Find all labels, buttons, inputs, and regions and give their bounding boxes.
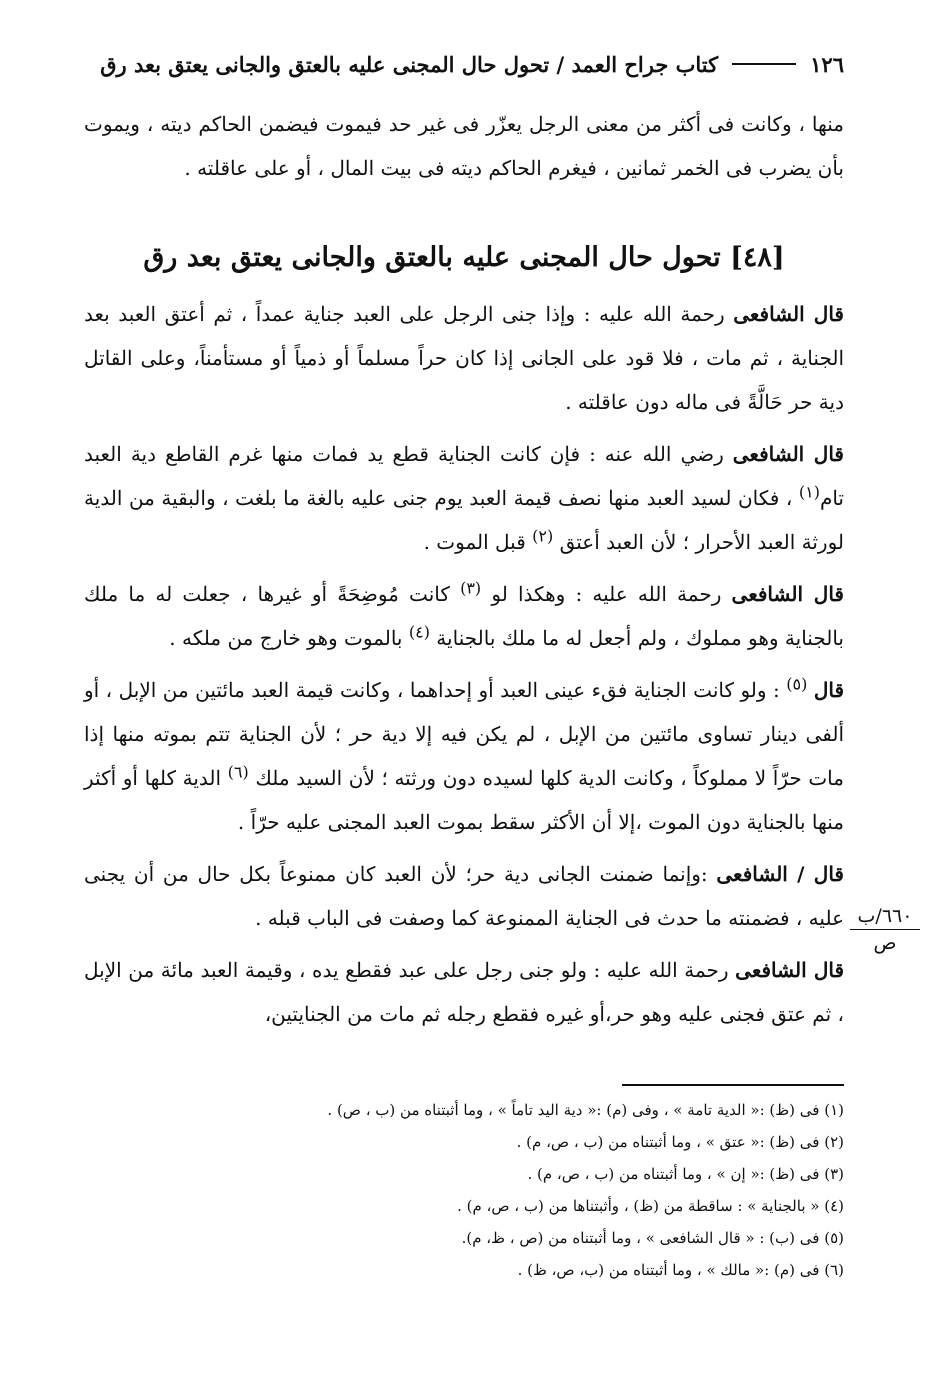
footnote-marker-1: (١) xyxy=(798,482,820,502)
manuscript-siglum: ص xyxy=(873,932,897,954)
paragraph-4 xyxy=(84,668,844,844)
section-heading: [٤٨] تحول حال المجنى عليه بالعتق والجانى يعتق بعد رق xyxy=(143,242,785,273)
footnote-marker-6: (٦) xyxy=(227,762,249,782)
folio-reference: ٦٦٠/ب xyxy=(850,905,920,930)
main-text xyxy=(84,292,844,1044)
paragraph-6 xyxy=(84,948,844,1036)
speaker-label: قال xyxy=(813,678,845,702)
footnote-marker-5: (٥) xyxy=(786,674,808,694)
paragraph-5 xyxy=(84,852,844,940)
paragraph-text: بالموت وهو خارج من ملكه . xyxy=(169,626,409,650)
running-header xyxy=(84,44,844,84)
intro-paragraph: منها ، وكانت فى أكثر من معنى الرجل يعزّر فى غير حد فيموت فيضمن الحاكم ديته ، ويموت بأن يضرب فى الخمر ثمانين ، فيغرم الحاكم ديته فى بيت المال ، أو على عاقلته . xyxy=(84,112,844,180)
paragraph-text: رحمة الله عليه : وهكذا لو xyxy=(481,582,732,606)
speaker-label: قال الشافعى xyxy=(731,582,844,606)
margin-folio-note xyxy=(850,905,920,954)
paragraph-text: :وإنما ضمنت الجانى دية حر؛ لأن العبد كان ممنوعاً بكل حال من أن يجنى عليه ، فضمنته ما حدث فى الجناية الممنوعة كما وصفت فى الباب قبله . xyxy=(84,862,844,930)
speaker-label: قال الشافعى xyxy=(733,302,844,326)
footnotes xyxy=(84,1094,844,1286)
page-number: ١٢٦ xyxy=(810,51,844,77)
footnote-5: (٥) فى (ب) : « قال الشافعى » ، وما أثبتناه من (ص ، ظ، م). xyxy=(461,1229,844,1247)
paragraph-text: : ولو كانت الجناية فقء عينى العبد أو إحداهما ، وكانت قيمة العبد مائتين من الإبل ، أو ألفى دينار تساوى مائتين من الإبل ، لم يكن فيه إلا دية حر ؛ لأن الجناية تتم بموته منها إذا مات حرّاً لا مملوكاً ، وكانت الدية كلها لسيده دون ورثته ؛ لأن السيد ملك xyxy=(84,678,844,790)
footnote-marker-2: (٢) xyxy=(532,526,554,546)
paragraph-text: ، فكان لسيد العبد منها نصف قيمة العبد يوم جنى عليه بالغة ما بلغت ، والبقية من الدية لورثة العبد الأحرار ؛ لأن العبد أعتق xyxy=(84,486,844,554)
footnote-4: (٤) « بالجناية » : ساقطة من (ظ) ، وأثبتناها من (ب ، ص، م) . xyxy=(457,1197,844,1215)
paragraph-text: قبل الموت . xyxy=(423,530,533,554)
footnote-1: (١) فى (ظ) :« الدية تامة » ، وفى (م) :« دية اليد تاماً » ، وما أثبتناه من (ب ، ص) . xyxy=(327,1101,844,1119)
running-title: كتاب جراح العمد / تحول حال المجنى عليه بالعتق والجانى يعتق بعد رق xyxy=(100,51,719,77)
paragraph-text: رحمة الله عليه : وإذا جنى الرجل على العبد جناية عمداً ، ثم أعتق العبد بعد الجناية ، ثم مات ، فلا قود على الجانى إذا كان حراً مسلماً أو ذمياً أو مستأمناً، وعلى القاتل دية حر حَالَّةً فى ماله دون عاقلته . xyxy=(84,302,844,414)
footnote-separator xyxy=(622,1084,844,1086)
footnote-2: (٢) فى (ظ) :« عتق » ، وما أثبتناه من (ب ، ص، م) . xyxy=(516,1133,844,1151)
paragraph-1 xyxy=(84,292,844,424)
speaker-label: قال الشافعى xyxy=(732,442,844,466)
footnote-6: (٦) فى (م) :« مالك » ، وما أثبتناه من (ب، ص، ظ) . xyxy=(517,1261,844,1279)
paragraph-3 xyxy=(84,572,844,660)
speaker-label: قال الشافعى xyxy=(735,958,844,982)
header-dash xyxy=(732,63,796,65)
speaker-label: قال / الشافعى xyxy=(716,862,844,886)
paragraph-text: الدية كلها أو أكثر منها بالجناية دون الموت ،إلا أن الأكثر سقط بموت العبد المجنى عليه حرّاً . xyxy=(84,766,844,834)
paragraph-text: كانت مُوضِحَةً أو غيرها ، جعلت له ما ملك بالجناية وهو مملوك ، ولم أجعل له ما ملك بالجناية xyxy=(84,582,844,650)
paragraph-2 xyxy=(84,432,844,564)
paragraph-text: رحمة الله عليه : ولو جنى رجل على عبد فقطع يده ، وقيمة العبد مائة من الإبل ، ثم عتق فجنى عليه وهو حر،أو غيره فقطع رجله ثم مات من الجنايتين، xyxy=(84,958,844,1026)
footnote-marker-4: (٤) xyxy=(408,622,430,642)
paragraph-text: رضي الله عنه : فإن كانت الجناية قطع يد فمات منها غرم القاطع دية العبد تام xyxy=(84,442,844,510)
footnote-3: (٣) فى (ظ) :« إن » ، وما أثبتناه من (ب ، ص، م) . xyxy=(527,1165,844,1183)
footnote-marker-3: (٣) xyxy=(460,578,482,598)
